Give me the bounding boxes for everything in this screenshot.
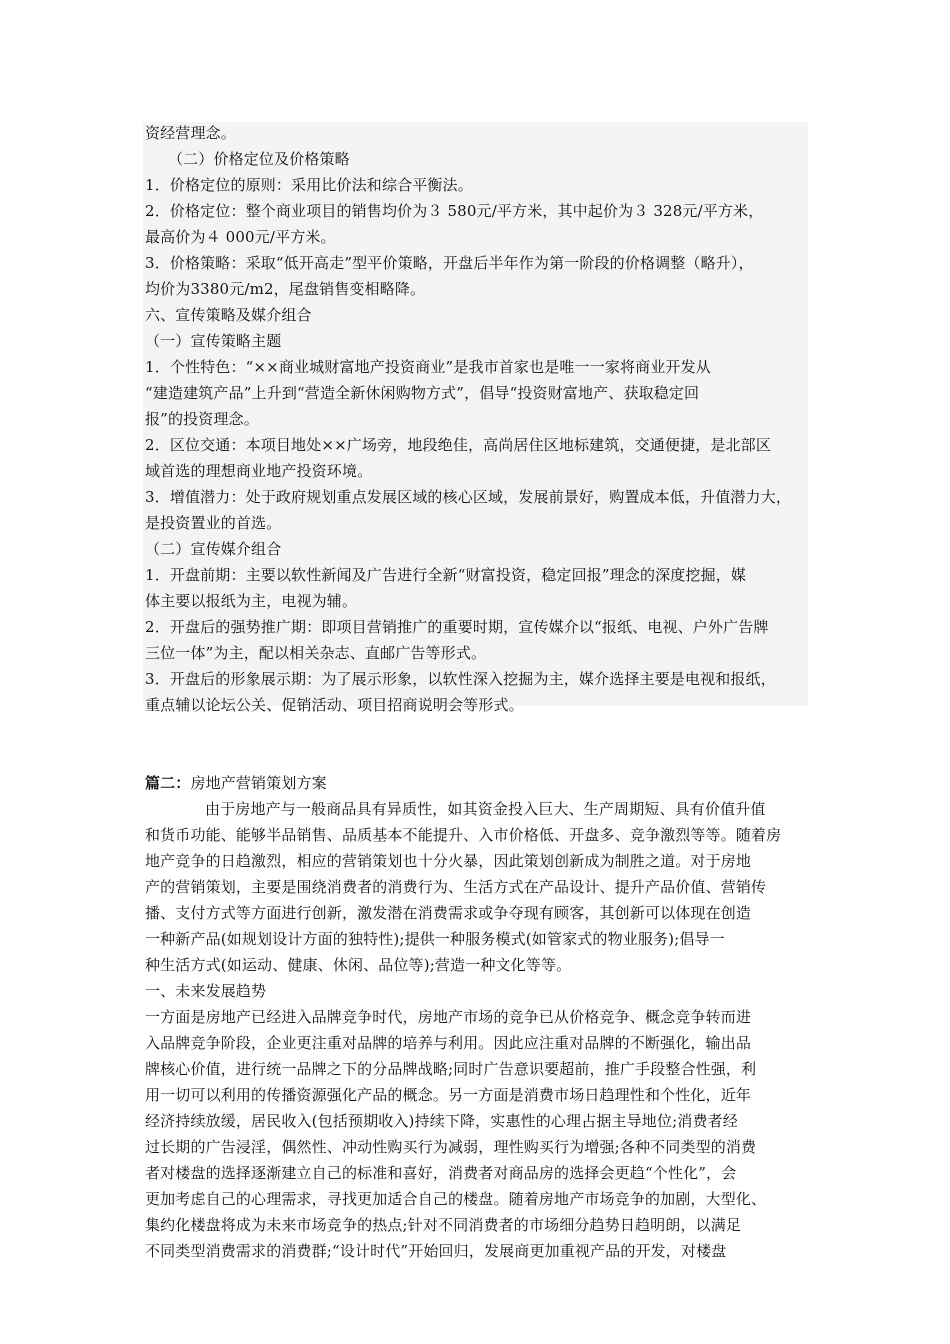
text-line: 经济持续放缓，居民收入(包括预期收入)持续下降，实惠性的心理占据主导地位;消费者经 (145, 1112, 738, 1130)
text-line: 更加考虑自己的心理需求，寻找更加适合自己的楼盘。随着房地产市场竞争的加剧，大型化、 (145, 1190, 767, 1208)
text-line: 过长期的广告浸淫，偶然性、冲动性购买行为减弱，理性购买行为增强;各种不同类型的消费 (145, 1138, 757, 1156)
text-line: 是投资置业的首选。 (145, 514, 282, 532)
text-line: 2．开盘后的强势推广期：即项目营销推广的重要时期，宣传媒介以“报纸、电视、户外广告牌 (145, 618, 769, 636)
blank-line (145, 718, 810, 744)
document-body (145, 120, 810, 1264)
text-line: 一种新产品(如规划设计方面的独特性);提供一种服务模式(如管家式的物业服务);倡导一 (145, 930, 725, 948)
text-line: 2．区位交通：本项目地处××广场旁，地段绝佳，高尚居住区地标建筑，交通便捷，是北部区 (145, 436, 771, 454)
text-line: 1．个性特色：“××商业城财富地产投资商业”是我市首家也是唯一一家将商业开发从 (145, 358, 711, 376)
section-one (145, 120, 810, 718)
text-line: 由于房地产与一般商品具有异质性，如其资金投入巨大、生产周期短、具有价值升值 (205, 800, 766, 818)
text-line: 2．价格定位：整个商业项目的销售均价为３ 580元/平方米，其中起价为３ 328元/平方米， (145, 202, 764, 220)
text-line: 种生活方式(如运动、健康、休闲、品位等);营造一种文化等等。 (145, 956, 572, 974)
text-line: 最高价为４ 000元/平方米。 (145, 228, 336, 246)
section-two-title (145, 770, 810, 796)
text-line: 1．开盘前期：主要以软性新闻及广告进行全新“财富投资，稳定回报”理念的深度挖掘，媒 (145, 566, 747, 584)
text-line: 体主要以报纸为主，电视为辅。 (145, 592, 358, 610)
text-line: （二）价格定位及价格策略 (168, 150, 350, 168)
title-prefix: 篇二： (145, 774, 191, 792)
text-line: 一、未来发展趋势 (145, 982, 267, 1000)
text-line: 域首选的理想商业地产投资环境。 (145, 462, 373, 480)
text-line: 三位一体”为主，配以相关杂志、直邮广告等形式。 (145, 644, 487, 662)
text-line: （一）宣传策略主题 (145, 332, 282, 350)
text-line: 重点辅以论坛公关、促销活动、项目招商说明会等形式。 (145, 696, 524, 714)
text-line: 六、宣传策略及媒介组合 (145, 306, 312, 324)
text-line: 一方面是房地产已经进入品牌竞争时代，房地产市场的竞争已从价格竞争、概念竞争转而进 (145, 1008, 752, 1026)
text-line: 集约化楼盘将成为未来市场竞争的热点;针对不同消费者的市场细分趋势日趋明朗，以满足 (145, 1216, 742, 1234)
text-line: 用一切可以利用的传播资源强化产品的概念。另一方面是消费市场日趋理性和个性化，近年 (145, 1086, 752, 1104)
blank-line (145, 744, 810, 770)
text-line: 不同类型消费需求的消费群;“设计时代”开始回归，发展商更加重视产品的开发，对楼盘 (145, 1242, 727, 1260)
text-line: 资经营理念。 (145, 124, 236, 142)
text-line: “建造建筑产品”上升到“营造全新休闲购物方式”，倡导“投资财富地产、获取稳定回 (145, 384, 700, 402)
text-line: 入品牌竞争阶段，企业更注重对品牌的培养与利用。因此应注重对品牌的不断强化，输出品 (145, 1034, 752, 1052)
text-line: 3．价格策略：采取“低开高走”型平价策略，开盘后半年作为第一阶段的价格调整（略升）， (145, 254, 754, 272)
text-line: 3．增值潜力：处于政府规划重点发展区域的核心区域，发展前景好，购置成本低，升值潜力大， (145, 488, 791, 506)
text-line: 播、支付方式等方面进行创新，激发潜在消费需求或争夺现有顾客，其创新可以体现在创造 (145, 904, 752, 922)
text-line: （二）宣传媒介组合 (145, 540, 282, 558)
text-line: 均价为3380元/m2，尾盘销售变相略降。 (145, 280, 426, 298)
text-line: 1．价格定位的原则：采用比价法和综合平衡法。 (145, 176, 473, 194)
text-line: 3．开盘后的形象展示期：为了展示形象，以软性深入挖掘为主，媒介选择主要是电视和报纸， (145, 670, 776, 688)
text-line: 牌核心价值，进行统一品牌之下的分品牌战略;同时广告意识要超前，推广手段整合性强，利 (145, 1060, 757, 1078)
title-text: 房地产营销策划方案 (190, 774, 327, 792)
text-line: 产的营销策划，主要是围绕消费者的消费行为、生活方式在产品设计、提升产品价值、营销传 (145, 878, 767, 896)
text-line: 者对楼盘的选择逐渐建立自己的标准和喜好，消费者对商品房的选择会更趋“个性化”，会 (145, 1164, 737, 1182)
section-two (145, 796, 810, 1264)
text-line: 地产竞争的日趋激烈，相应的营销策划也十分火暴，因此策划创新成为制胜之道。对于房地 (145, 852, 752, 870)
text-line: 和货币功能、能够半品销售、品质基本不能提升、入市价格低、开盘多、竞争激烈等等。随着房 (145, 826, 782, 844)
text-line: 报”的投资理念。 (145, 410, 259, 428)
